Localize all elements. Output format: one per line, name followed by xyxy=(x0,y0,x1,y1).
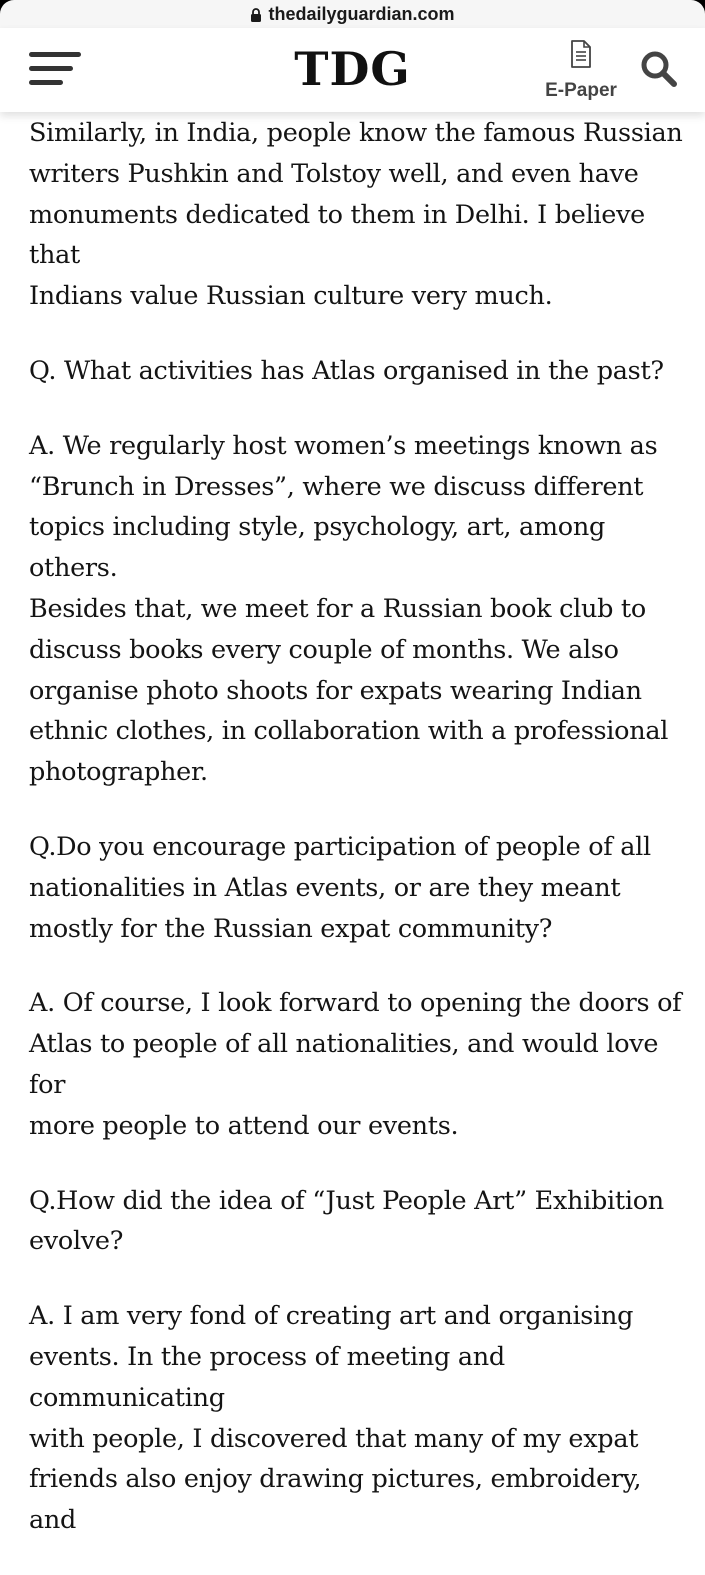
article-question: Q.How did the idea of “Just People Art” Exhibition evolve? xyxy=(29,1185,664,1257)
epaper-button[interactable] xyxy=(538,40,624,106)
article-answer: A. Of course, I look forward to opening the doors of Atlas to people of all nationalities, and would love for more people to attend our events. xyxy=(29,988,682,1141)
site-logo[interactable]: TDG xyxy=(294,42,411,96)
article-body xyxy=(29,113,689,1575)
lock-icon xyxy=(250,7,262,23)
site-header xyxy=(0,28,705,112)
article-question: Q. What activities has Atlas organised in the past? xyxy=(29,355,664,386)
url-display[interactable] xyxy=(0,0,705,28)
document-icon xyxy=(570,40,592,68)
browser-url-bar[interactable] xyxy=(0,0,705,28)
search-icon[interactable] xyxy=(640,50,678,88)
hamburger-menu-icon[interactable] xyxy=(29,52,81,86)
article-paragraph: Similarly, in India, people know the famous Russian writers Pushkin and Tolstoy well, and even have monuments dedicated to them in Delhi. I believe that Indians value Russian culture very much. xyxy=(29,118,683,312)
article-answer: A. We regularly host women’s meetings known as “Brunch in Dresses”, where we discuss different topics including style, psychology, art, among others. Besides that, we meet for a Russian book club to discuss books every couple of months. We also organise photo shoots for expats wearing Indian ethnic clothes, in collaboration with a professional photographer. xyxy=(29,430,669,788)
url-text: thedailyguardian.com xyxy=(268,3,455,24)
article-question: Q.Do you encourage participation of people of all nationalities in Atlas events, or are they meant mostly for the Russian expat community? xyxy=(29,831,651,944)
article-answer: A. I am very fond of creating art and organising events. In the process of meeting and communicating with people, I discovered that many of my expat friends also enjoy drawing pictures, embroidery, and xyxy=(29,1301,642,1536)
epaper-label: E-Paper xyxy=(545,80,617,101)
